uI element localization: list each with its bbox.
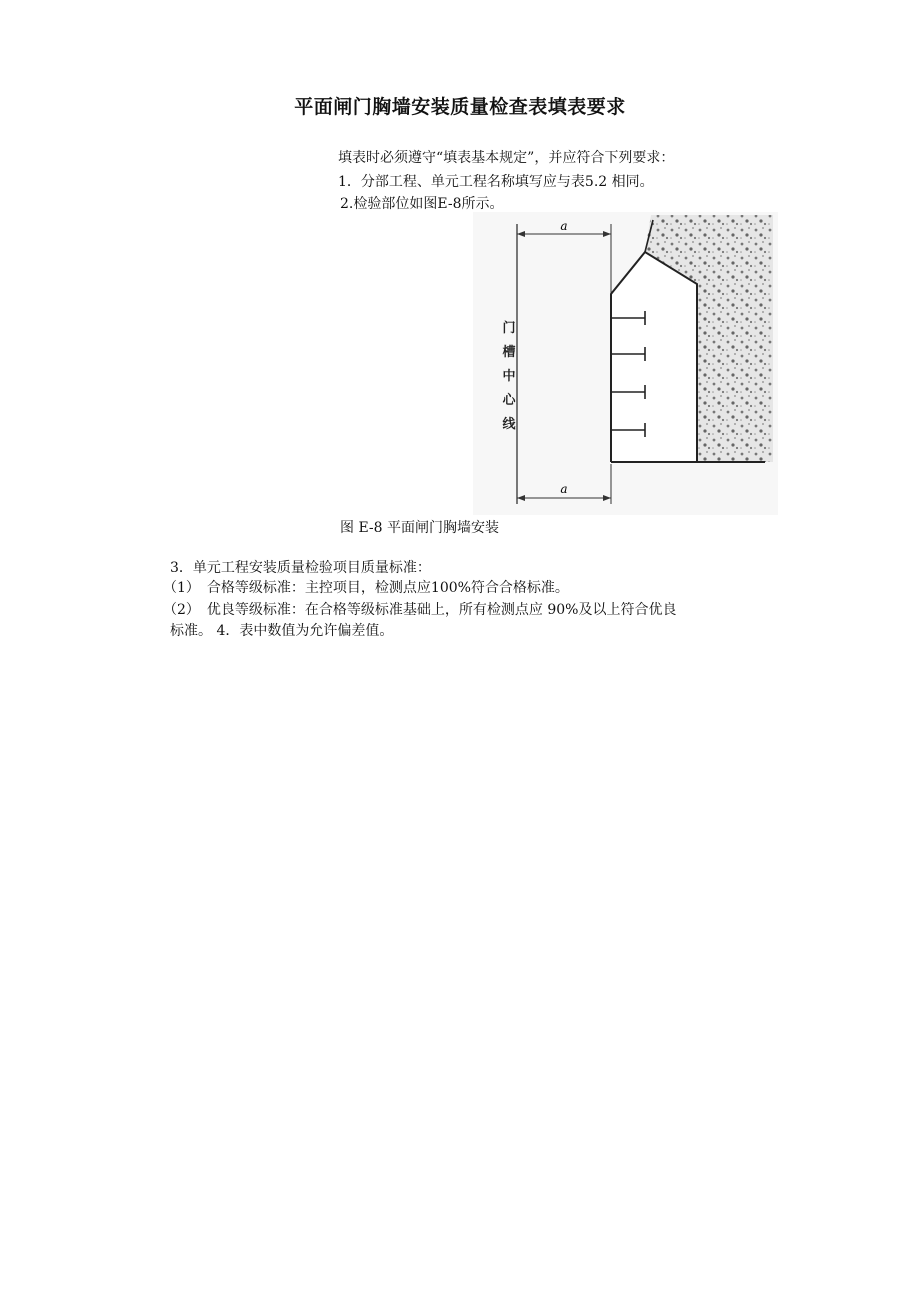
intro-text: 填表时必须遵守“填表基本规定”，并应符合下列要求：: [338, 150, 675, 166]
requirement-3-2: （2） 优良等级标准：在合格等级标准基础上，所有检测点应 90%及以上符合优良: [163, 602, 677, 618]
top-dimension-label: a: [560, 219, 568, 233]
svg-text:中: 中: [502, 369, 516, 384]
figure-caption: 图 E-8 平面闸门胸墙安装: [340, 520, 500, 536]
page-title: 平面闸门胸墙安装质量检查表填表要求: [294, 96, 626, 118]
svg-text:线: 线: [502, 417, 516, 432]
requirement-2: 2.检验部位如图E-8所示。: [340, 196, 504, 212]
requirement-3: 3．单元工程安装质量检验项目质量标准：: [170, 560, 431, 576]
requirement-3-1: （1） 合格等级标准：主控项目，检测点应100%符合合格标准。: [163, 580, 569, 596]
svg-text:门: 门: [502, 321, 516, 336]
svg-text:槽: 槽: [502, 345, 516, 360]
requirement-1: 1．分部工程、单元工程名称填写应与表5.2 相同。: [338, 174, 654, 190]
gate-breast-wall-diagram: [473, 212, 778, 515]
svg-text:心: 心: [502, 393, 516, 408]
bottom-dimension-label: a: [560, 482, 568, 496]
requirement-3-2-continued: 标准。 4．表中数值为允许偏差值。: [170, 623, 394, 639]
